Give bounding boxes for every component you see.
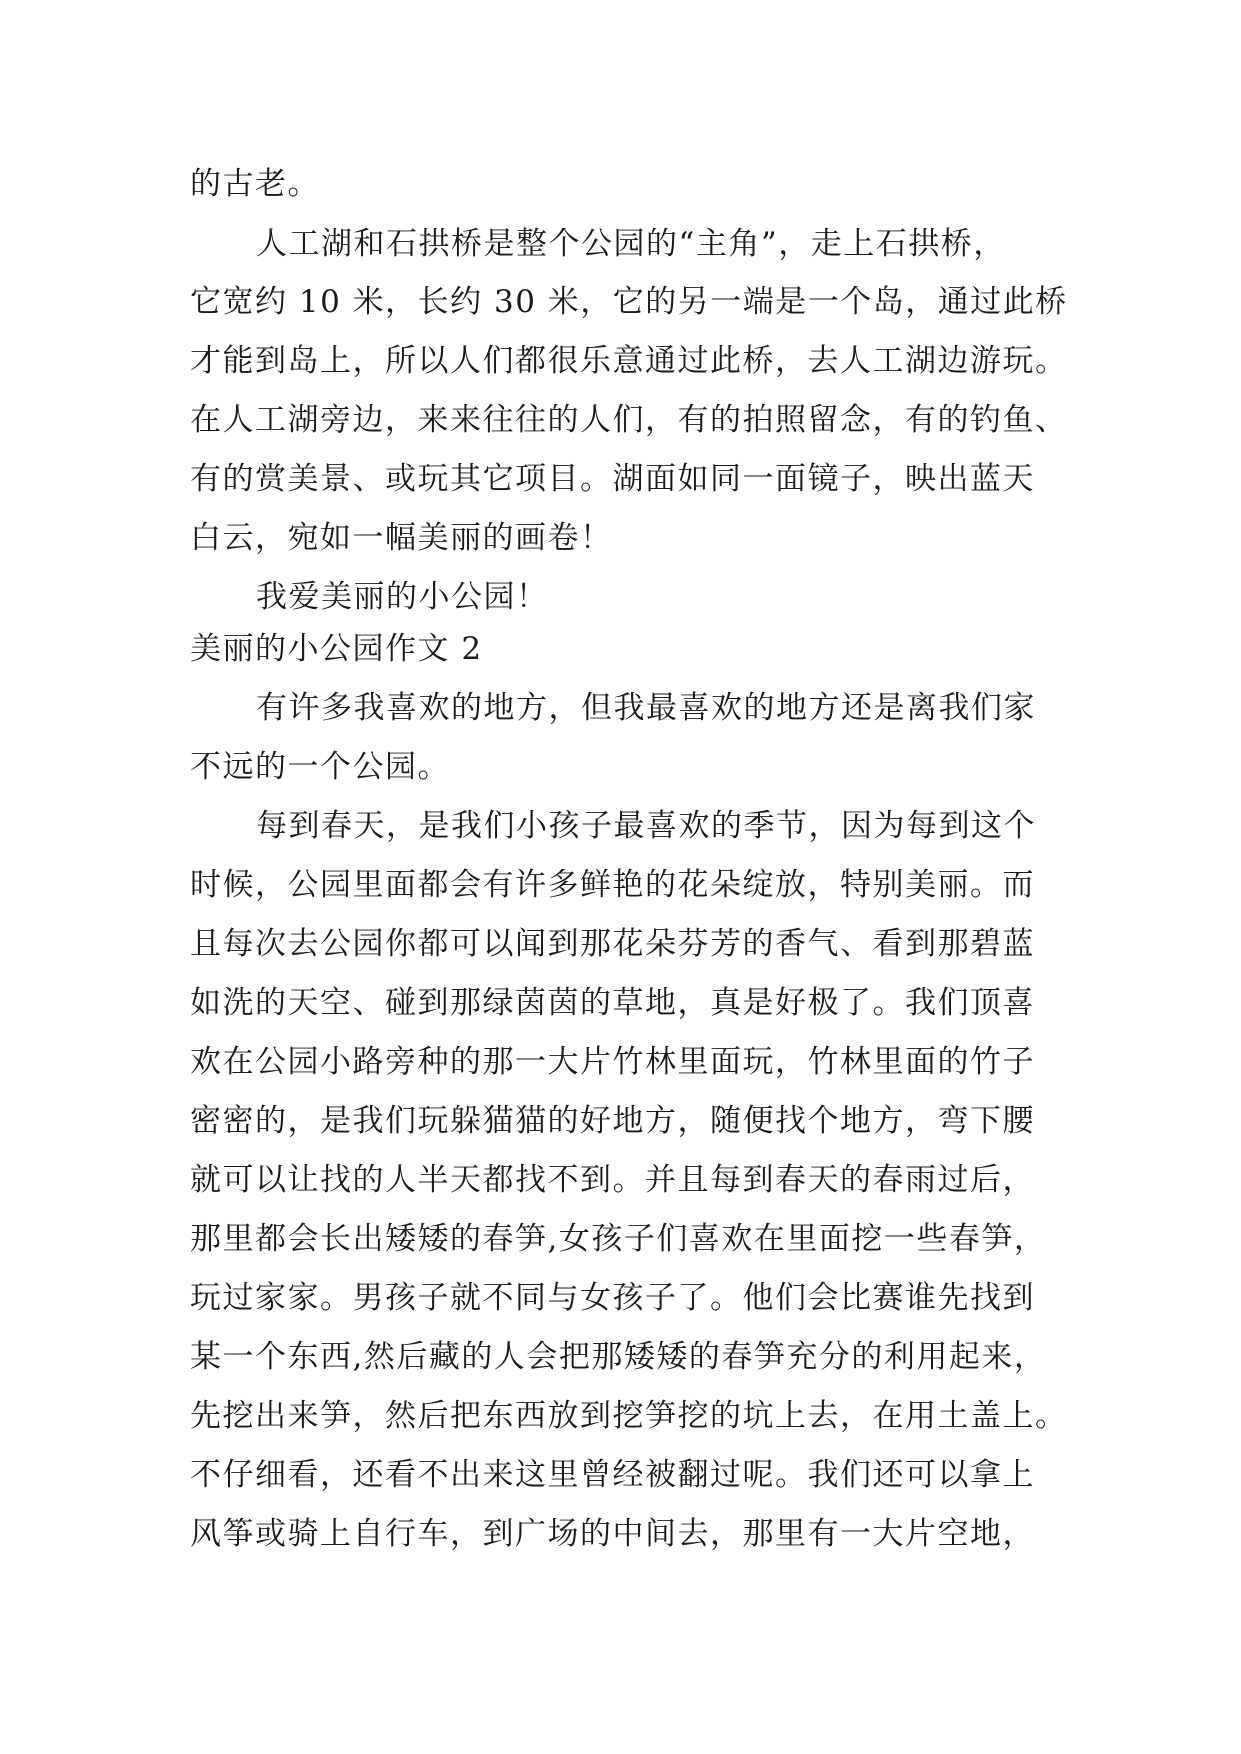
text-line: 风筝或骑上自行车，到广场的中间去，那里有一大片空地， bbox=[190, 1516, 1035, 1552]
text-line: 有的赏美景、或玩其它项目。湖面如同一面镜子，映出蓝天 bbox=[190, 461, 1035, 497]
text-line: 且每次去公园你都可以闻到那花朵芬芳的香气、看到那碧蓝 bbox=[190, 926, 1035, 962]
text-line: 如洗的天空、碰到那绿茵茵的草地，真是好极了。我们顶喜 bbox=[190, 985, 1035, 1021]
text-line: 不仔细看，还看不出来这里曾经被翻过呢。我们还可以拿上 bbox=[190, 1457, 1035, 1493]
text-line: 先挖出来笋，然后把东西放到挖笋挖的坑上去，在用土盖上。 bbox=[190, 1398, 1068, 1434]
paragraph-start: 每到春天，是我们小孩子最喜欢的季节，因为每到这个 bbox=[256, 808, 1036, 844]
text-line: 某一个东西,然后藏的人会把那矮矮的春笋充分的利用起来， bbox=[190, 1339, 1047, 1375]
section-heading: 美丽的小公园作文 2 bbox=[190, 631, 483, 667]
text-line: 它宽约 10 米，长约 30 米，它的另一端是一个岛，通过此桥 bbox=[190, 284, 1068, 320]
text-line: 才能到岛上，所以人们都很乐意通过此桥，去人工湖边游玩。 bbox=[190, 343, 1068, 379]
text-line: 在人工湖旁边，来来往往的人们，有的拍照留念，有的钓鱼、 bbox=[190, 402, 1068, 438]
paragraph-start: 人工湖和石拱桥是整个公园的“主角”，走上石拱桥， bbox=[256, 226, 1006, 262]
text-line: 就可以让找的人半天都找不到。并且每到春天的春雨过后， bbox=[190, 1162, 1035, 1198]
text-line: 玩过家家。男孩子就不同与女孩子了。他们会比赛谁先找到 bbox=[190, 1280, 1035, 1316]
text-line: 那里都会长出矮矮的春笋,女孩子们喜欢在里面挖一些春笋， bbox=[190, 1221, 1047, 1257]
text-line: 时候，公园里面都会有许多鲜艳的花朵绽放，特别美丽。而 bbox=[190, 867, 1035, 903]
text-line: 白云，宛如一幅美丽的画卷！ bbox=[190, 520, 613, 556]
paragraph-start: 有许多我喜欢的地方，但我最喜欢的地方还是离我们家 bbox=[256, 690, 1036, 726]
text-line: 不远的一个公园。 bbox=[190, 749, 450, 785]
paragraph-start: 我爱美丽的小公园！ bbox=[256, 579, 549, 615]
text-line: 的古老。 bbox=[190, 166, 320, 202]
text-line: 密密的，是我们玩躲猫猫的好地方，随便找个地方，弯下腰 bbox=[190, 1103, 1035, 1139]
text-line: 欢在公园小路旁种的那一大片竹林里面玩，竹林里面的竹子 bbox=[190, 1044, 1035, 1080]
